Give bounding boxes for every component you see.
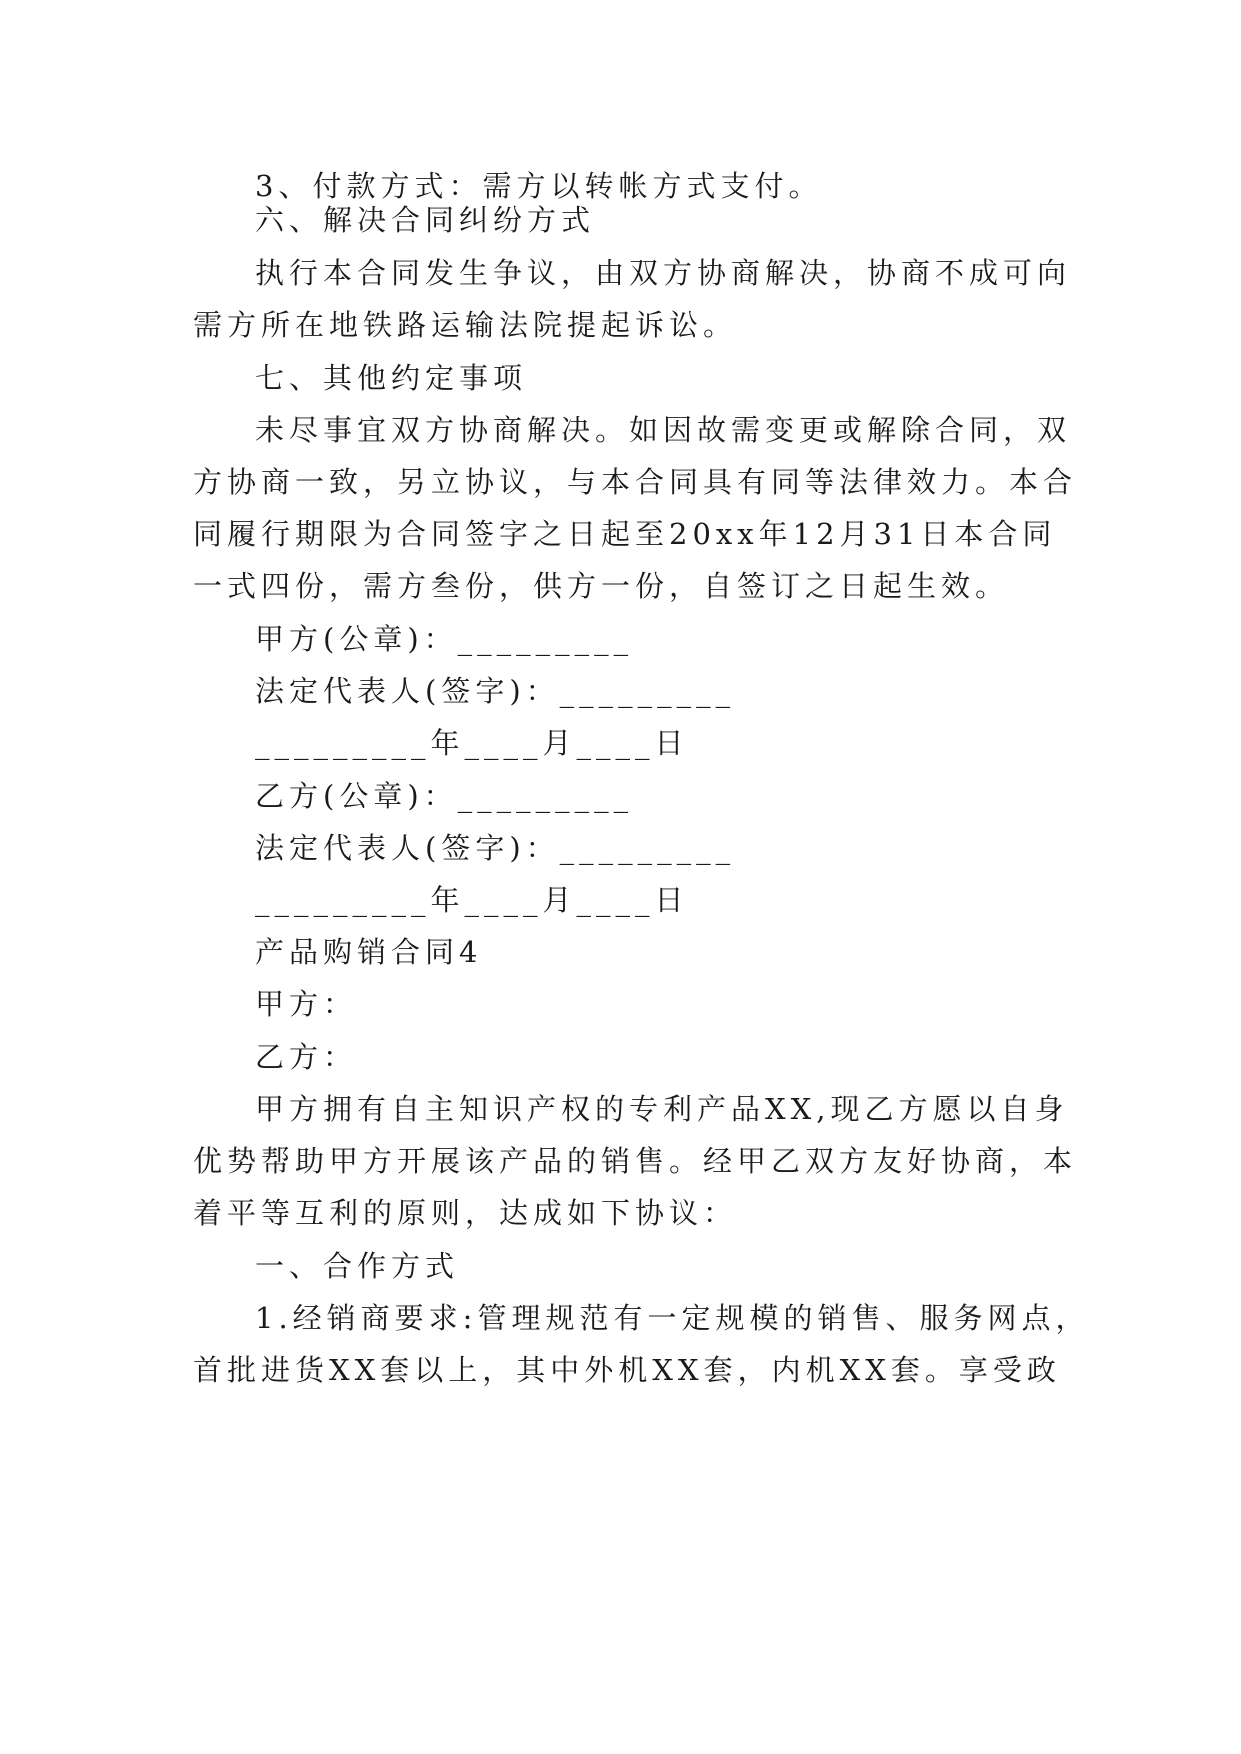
section-heading-other: 七、其他约定事项 [255,361,528,395]
party-b-seal-line: 乙方(公章)：_________ [255,779,634,813]
party-b-date-line: _________年____月____日 [255,883,689,917]
other-paragraph-line-3: 同履行期限为合同签字之日起至20xx年12月31日本合同 [193,517,1057,551]
section-heading-dispute: 六、解决合同纠纷方式 [255,203,596,237]
party-a-label: 甲方： [255,987,358,1021]
dealer-requirement-line-2: 首批进货XX套以上，其中外机XX套，内机XX套。享受政 [193,1353,1061,1387]
section-heading-cooperation: 一、合作方式 [255,1249,460,1283]
other-paragraph-line-4: 一式四份，需方叁份，供方一份，自签订之日起生效。 [193,569,1010,603]
party-b-label: 乙方： [255,1040,358,1074]
intro-paragraph-line-2: 优势帮助甲方开展该产品的销售。经甲乙双方友好协商，本 [193,1144,1078,1178]
dispute-paragraph-line-2: 需方所在地铁路运输法院提起诉讼。 [193,308,738,342]
dispute-paragraph-line-1: 执行本合同发生争议，由双方协商解决，协商不成可向 [255,256,1072,290]
party-b-representative-line: 法定代表人(签字)：_________ [255,831,736,865]
other-paragraph-line-1: 未尽事宜双方协商解决。如因故需变更或解除合同，双 [255,413,1072,447]
intro-paragraph-line-3: 着平等互利的原则，达成如下协议： [193,1196,738,1230]
dealer-requirement-line-1: 1.经销商要求:管理规范有一定规模的销售、服务网点， [255,1301,1090,1335]
other-paragraph-line-2: 方协商一致，另立协议，与本合同具有同等法律效力。本合 [193,465,1078,499]
contract-title: 产品购销合同4 [255,935,483,969]
party-a-representative-line: 法定代表人(签字)：_________ [255,674,736,708]
payment-method-line: 3、付款方式：需方以转帐方式支付。 [255,169,823,203]
intro-paragraph-line-1: 甲方拥有自主知识产权的专利产品XX,现乙方愿以自身 [255,1092,1069,1126]
party-a-seal-line: 甲方(公章)：_________ [255,622,634,656]
party-a-date-line: _________年____月____日 [255,726,689,760]
